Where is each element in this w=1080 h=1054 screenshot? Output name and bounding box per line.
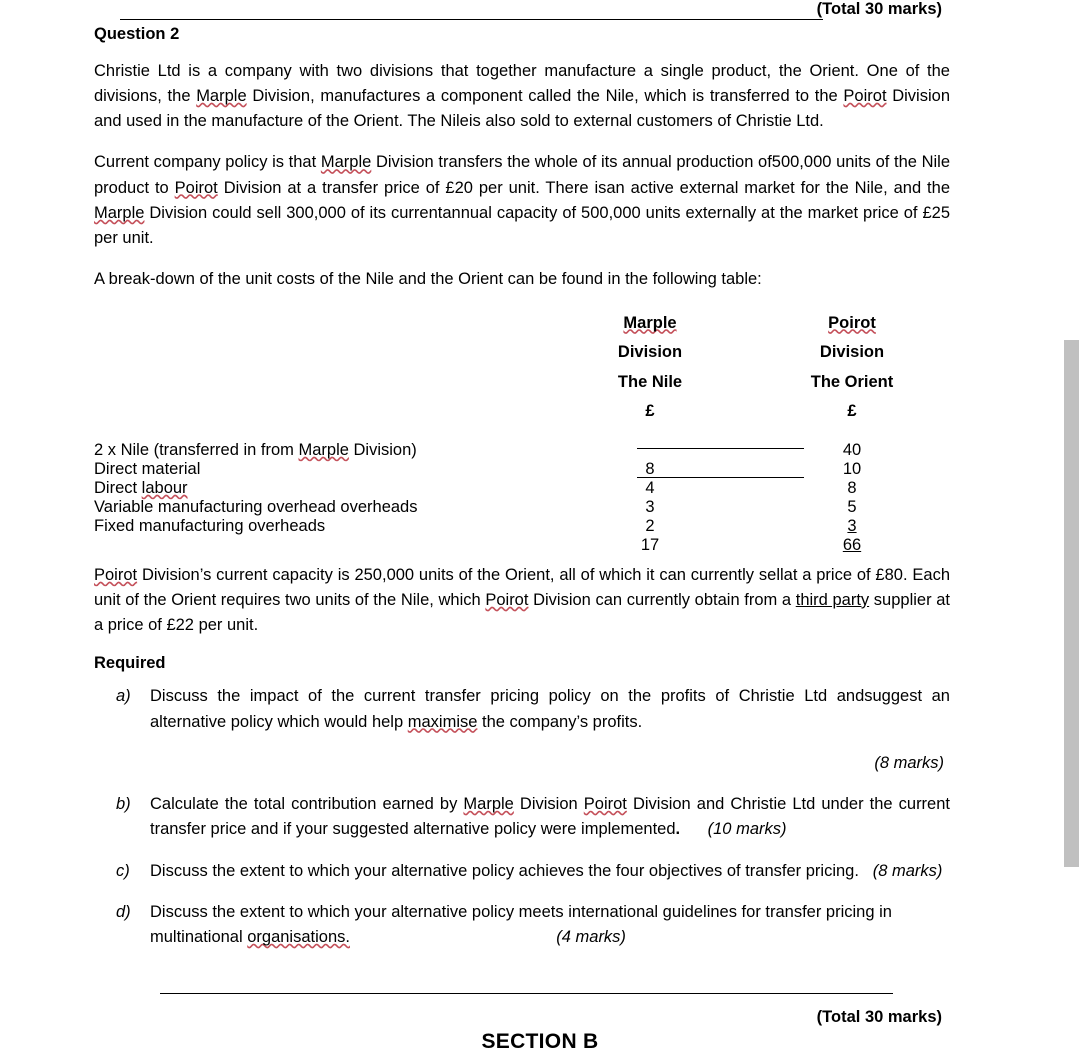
row3-text-a: Variable manufacturing overhead overheads — [94, 497, 418, 516]
row3-value-nile: 3 — [645, 497, 655, 516]
list-item — [94, 792, 950, 842]
required-heading: Required — [94, 654, 166, 673]
paragraph-policy — [94, 150, 950, 251]
table-row — [94, 498, 950, 517]
item-c-spacer — [859, 862, 873, 880]
policy-text-2: Division transfers the whole of its annual production of500,000 units of the Nile product to — [94, 153, 951, 197]
row4-value-orient: 3 — [847, 516, 857, 535]
header-currency-orient: £ — [847, 402, 857, 421]
table-row — [94, 479, 950, 498]
table-header-spacer — [94, 427, 950, 441]
table-header-row-4 — [94, 397, 950, 427]
item-b-marks-label: (10 marks) — [707, 820, 787, 839]
header-poirot-label: Poirot — [828, 313, 876, 332]
row2-spell: labour — [141, 478, 188, 497]
spellcheck-poirot-3: Poirot — [94, 565, 138, 584]
marple-total-rule — [637, 477, 804, 478]
total-label — [94, 536, 546, 555]
paragraph-table-lead: A break-down of the unit costs of the Nile and the Orient can be found in the following table: — [94, 270, 762, 289]
row0-spell: Marple — [298, 440, 349, 459]
policy-text-3: Division at a transfer price of £20 per unit. There isan active external market for the Nile, and the — [217, 178, 950, 197]
spellcheck-marple-3: Marple — [94, 203, 145, 222]
scrollbar-track[interactable] — [1063, 0, 1080, 1050]
intro-text-1: Christie Ltd is a company with two divisions that together manufacture a single product, the Orient. One of the divisions, the — [94, 61, 950, 105]
section-b-heading: SECTION B — [481, 1030, 599, 1053]
marple-subtotal-rule — [637, 448, 804, 449]
row4-value-nile: 2 — [645, 516, 655, 535]
table-row — [94, 517, 950, 536]
item-b-bold-period: . — [675, 820, 681, 839]
header-marple-division — [546, 309, 754, 339]
row1-text-a: Direct material — [94, 459, 201, 478]
row-label-fixed-overheads — [94, 517, 546, 536]
spellcheck-poirot-2: Poirot — [174, 178, 218, 197]
spellcheck-marple-2: Marple — [320, 153, 372, 172]
row-label-direct-material — [94, 460, 546, 479]
row0-value-nile — [546, 441, 754, 460]
row2-value-nile: 4 — [645, 478, 655, 497]
policy-text-1: Current company policy is that — [94, 153, 321, 172]
scrollbar-thumb[interactable] — [1064, 340, 1079, 867]
item-a-text-tail: the company’s profits. — [477, 712, 643, 731]
paragraph-capacity — [94, 563, 950, 639]
cost-table-head — [94, 309, 950, 441]
row3-value-orient: 5 — [847, 497, 857, 516]
item-b-text-mid: Division — [513, 795, 584, 814]
table-header-row-1 — [94, 309, 950, 339]
item-marker-c: c) — [116, 861, 130, 880]
table-header-row-3 — [94, 368, 950, 398]
table-row — [94, 441, 950, 460]
document-content — [94, 24, 950, 966]
item-marker-d: d) — [116, 902, 131, 921]
row0-text-a: 2 x Nile (transferred in from — [94, 440, 299, 459]
item-b-text-tail: Division and Christie Ltd under the current transfer price and if your suggested alternative policy were implemented — [150, 795, 950, 839]
spellcheck-poirot-1: Poirot — [843, 86, 887, 105]
item-c-text: Discuss the extent to which your alternative policy achieves the four objectives of transfer pricing. — [150, 861, 859, 880]
item-marker-a: a) — [116, 687, 131, 706]
table-row — [94, 460, 950, 479]
row-label-variable-overhead — [94, 498, 546, 517]
intro-text-3: Division and used in the manufacture of the Orient. The Nileis also sold to external customers of Christie Ltd. — [94, 86, 950, 131]
spellcheck-poirot-4: Poirot — [485, 590, 529, 609]
row-label-nile-transferred — [94, 441, 546, 460]
spellcheck-maximise: maximise — [407, 712, 478, 731]
top-total-marks: (Total 30 marks) — [816, 0, 942, 18]
list-item — [94, 900, 950, 950]
row1-value-orient: 10 — [842, 459, 862, 478]
header-marple-division-word: Division — [617, 343, 683, 362]
spellcheck-marple-1: Marple — [196, 86, 247, 105]
header-currency-nile: £ — [645, 402, 655, 421]
row-label-direct-labour — [94, 479, 546, 498]
total-value-orient: 66 — [842, 535, 862, 554]
spellcheck-poirot-5: Poirot — [583, 795, 627, 814]
grammar-third-party: third party — [795, 590, 870, 609]
cost-table-wrapper — [94, 309, 950, 555]
top-horizontal-rule — [120, 19, 823, 20]
cost-table-body — [94, 441, 950, 555]
item-a-text: Discuss the impact of the current transfer pricing policy on the profits of Christie Ltd andsuggest an alternative policy which would help — [150, 687, 950, 731]
row0-text-b: Division) — [348, 440, 417, 459]
item-marker-b: b) — [116, 795, 131, 814]
header-the-orient: The Orient — [810, 372, 894, 391]
capacity-text-1: Division’s current capacity is 250,000 units of the Orient, all of which it can currently sellat a price of £80. Each unit of the Orient requires two units of the Nile, which — [94, 565, 950, 609]
item-d-marks: (4 marks) — [556, 927, 626, 946]
item-d-spacer — [350, 928, 556, 946]
spellcheck-organisations: organisations. — [247, 927, 350, 946]
row0-value-orient: 40 — [842, 440, 862, 459]
required-items-list — [94, 684, 950, 950]
total-value-nile: 17 — [640, 535, 660, 554]
row2-text-a: Direct — [94, 478, 142, 497]
policy-text-4: Division could sell 300,000 of its currentannual capacity of 500,000 units externally at the market price of £25 per unit. — [94, 203, 950, 248]
item-a-marks: (8 marks) — [874, 753, 944, 772]
cost-table — [94, 309, 950, 555]
capacity-text-2: Division can currently obtain from a — [528, 590, 796, 609]
row1-value-nile: 8 — [645, 459, 655, 478]
item-d-text: Discuss the extent to which your alternative policy meets international guidelines for transfer pricing in multinational — [150, 902, 892, 946]
capacity-text-3: supplier at a price of £22 per unit. — [94, 590, 950, 635]
table-header-row-2 — [94, 338, 950, 368]
row2-value-orient: 8 — [847, 478, 857, 497]
table-total-row — [94, 536, 950, 555]
item-b-marks — [680, 820, 708, 838]
header-the-nile: The Nile — [617, 372, 683, 391]
header-blank — [94, 309, 546, 339]
spellcheck-marple-4: Marple — [463, 795, 514, 814]
paragraph-intro — [94, 59, 950, 135]
row4-text-a: Fixed manufacturing overheads — [94, 516, 326, 535]
bottom-horizontal-rule — [160, 993, 893, 994]
list-item — [94, 684, 950, 776]
list-item — [94, 859, 950, 884]
header-poirot-division — [754, 309, 950, 339]
header-poirot-division-word: Division — [819, 343, 885, 362]
bottom-total-marks: (Total 30 marks) — [816, 1008, 942, 1026]
header-marple-label: Marple — [623, 313, 677, 332]
item-c-marks: (8 marks) — [872, 861, 943, 880]
intro-text-2: Division, manufactures a component called the Nile, which is transferred to the — [246, 86, 844, 105]
page-title: Question 2 — [94, 25, 180, 43]
item-b-text: Calculate the total contribution earned by — [150, 795, 464, 814]
